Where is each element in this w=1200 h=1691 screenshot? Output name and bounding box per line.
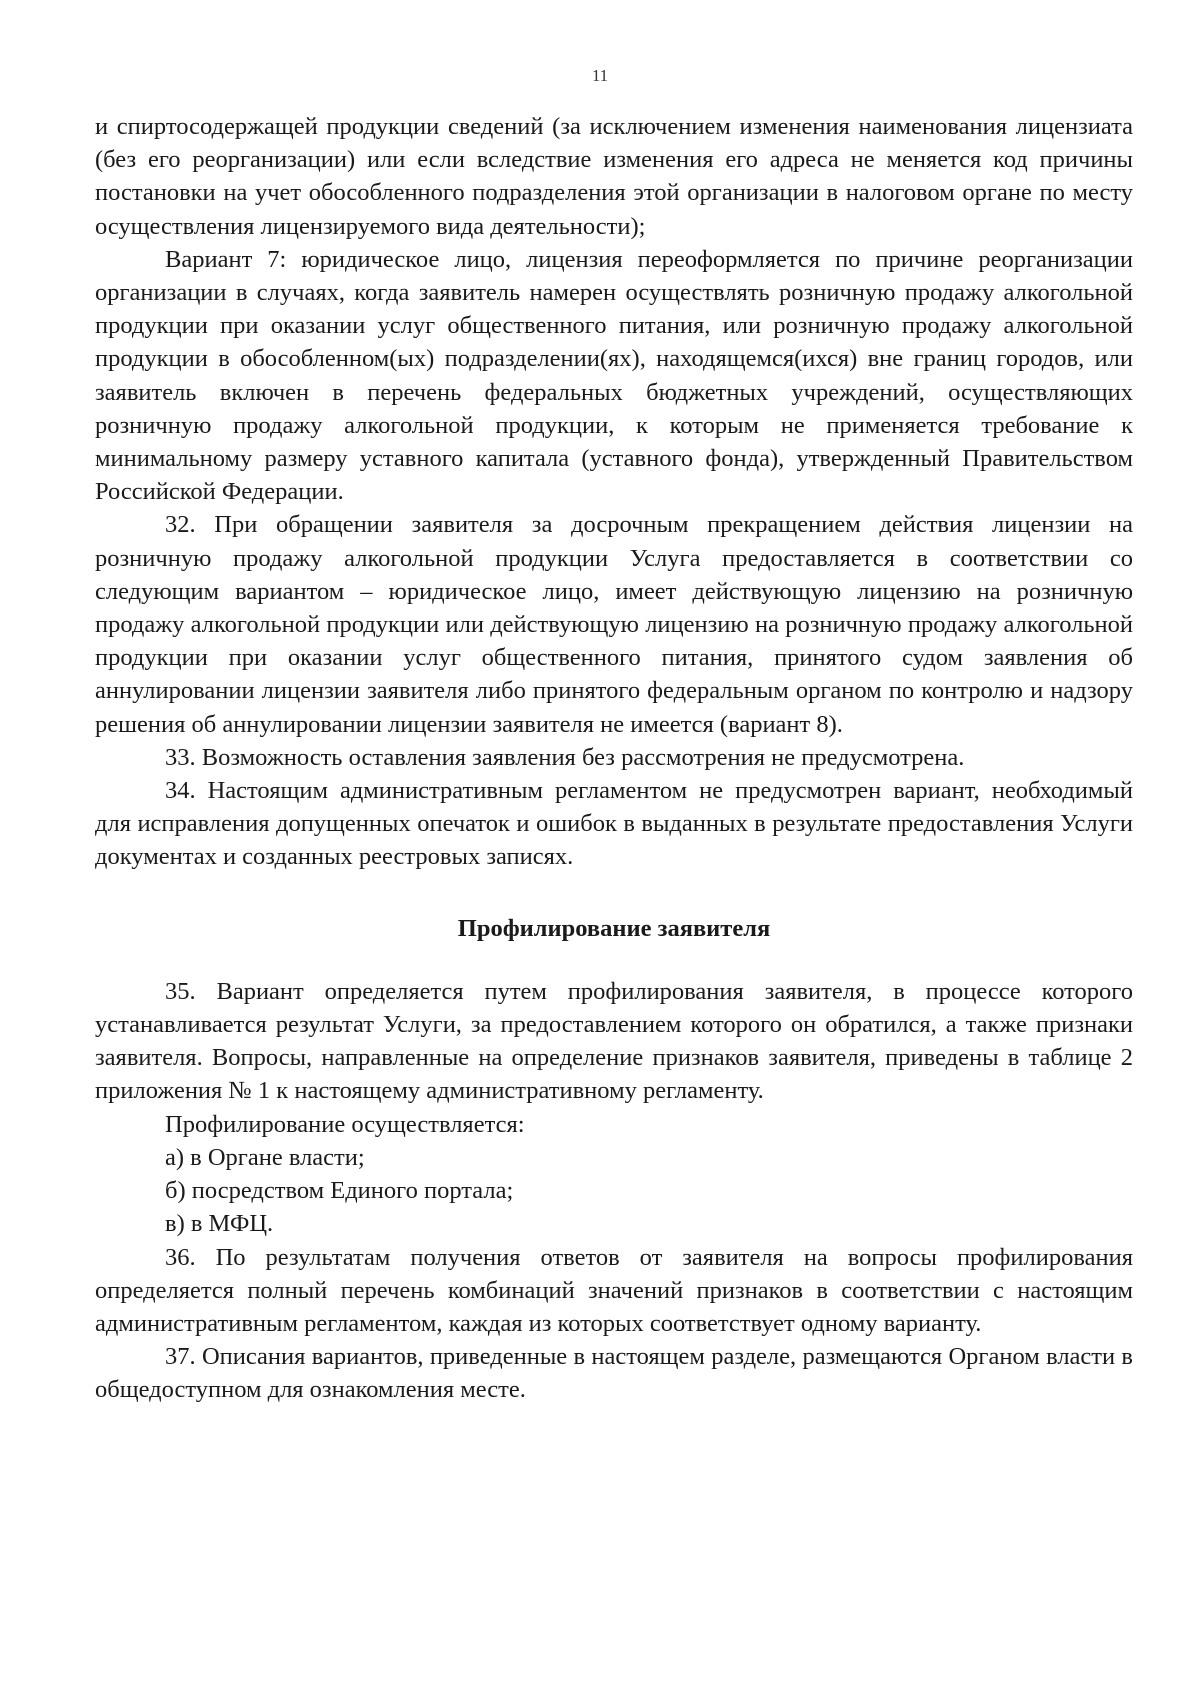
list-item-c: в) в МФЦ. bbox=[165, 1210, 274, 1238]
paragraph-32: 32. При обращении заявителя за досрочным прекращением действия лицензии на розничную продажу алкогольной продукции Услуга предоставляется в соответствии со следующим вариантом – юридическое лицо, имеет действующую лицензию на розничную продажу алкогольной продукции или действующую лицензию на розничную продажу алкогольной продукции при оказании услуг общественного питания, принятого судом заявления об аннулировании лицензии заявителя либо принятого федеральным органом по контролю и надзору решения об аннулировании лицензии заявителя не имеется (вариант 8). bbox=[95, 511, 1133, 738]
list-item-b: б) посредством Единого портала; bbox=[165, 1177, 514, 1205]
page-number: 11 bbox=[591, 66, 609, 85]
paragraph-34: 34. Настоящим административным регламентом не предусмотрен вариант, необходимый для исправления допущенных опечаток и ошибок в выданных в результате предоставления Услуги документах и созданных реестровых записях. bbox=[95, 777, 1133, 871]
section-profiling bbox=[95, 975, 1133, 1407]
paragraph-variant-7: Вариант 7: юридическое лицо, лицензия переоформляется по причине реорганизации организации в случаях, когда заявитель намерен осуществлять розничную продажу алкогольной продукции при оказании услуг общественного питания, или розничную продажу алкогольной продукции в обособленном(ых) подразделении(ях), находящемся(ихся) вне границ городов, или заявитель включен в перечень федеральных бюджетных учреждений, осуществляющих розничную продажу алкогольной продукции, к которым не применяется требование к минимальному размеру уставного капитала (уставного фонда), утвержденный Правительством Российской Федерации. bbox=[95, 245, 1133, 506]
paragraph-37: 37. Описания вариантов, приведенные в настоящем разделе, размещаются Органом власти в общедоступном для ознакомления месте. bbox=[95, 1343, 1133, 1404]
paragraph-33: 33. Возможность оставления заявления без рассмотрения не предусмотрена. bbox=[165, 743, 965, 771]
section-heading: Профилирование заявителя bbox=[457, 914, 771, 942]
list-item-a: а) в Органе власти; bbox=[165, 1143, 365, 1171]
document-body bbox=[95, 110, 1133, 1407]
paragraph-36: 36. По результатам получения ответов от заявителя на вопросы профилирования определяется полный перечень комбинаций значений признаков в соответствии с настоящим административным регламентом, каждая из которых соответствует одному варианту. bbox=[95, 1243, 1133, 1337]
paragraph-35: 35. Вариант определяется путем профилирования заявителя, в процессе которого устанавливается результат Услуги, за предоставлением которого он обратился, а также признаки заявителя. Вопросы, направленные на определение признаков заявителя, приведены в таблице 2 приложения № 1 к настоящему административному регламенту. bbox=[95, 977, 1133, 1105]
paragraph-profiling-intro: Профилирование осуществляется: bbox=[165, 1110, 525, 1138]
paragraph-continuation: и спиртосодержащей продукции сведений (за исключением изменения наименования лицензиата (без его реорганизации) или если вследствие изменения его адреса не меняется код причины постановки на учет обособленного подразделения этой организации в налоговом органе по месту осуществления лицензируемого вида деятельности); bbox=[95, 113, 1133, 240]
